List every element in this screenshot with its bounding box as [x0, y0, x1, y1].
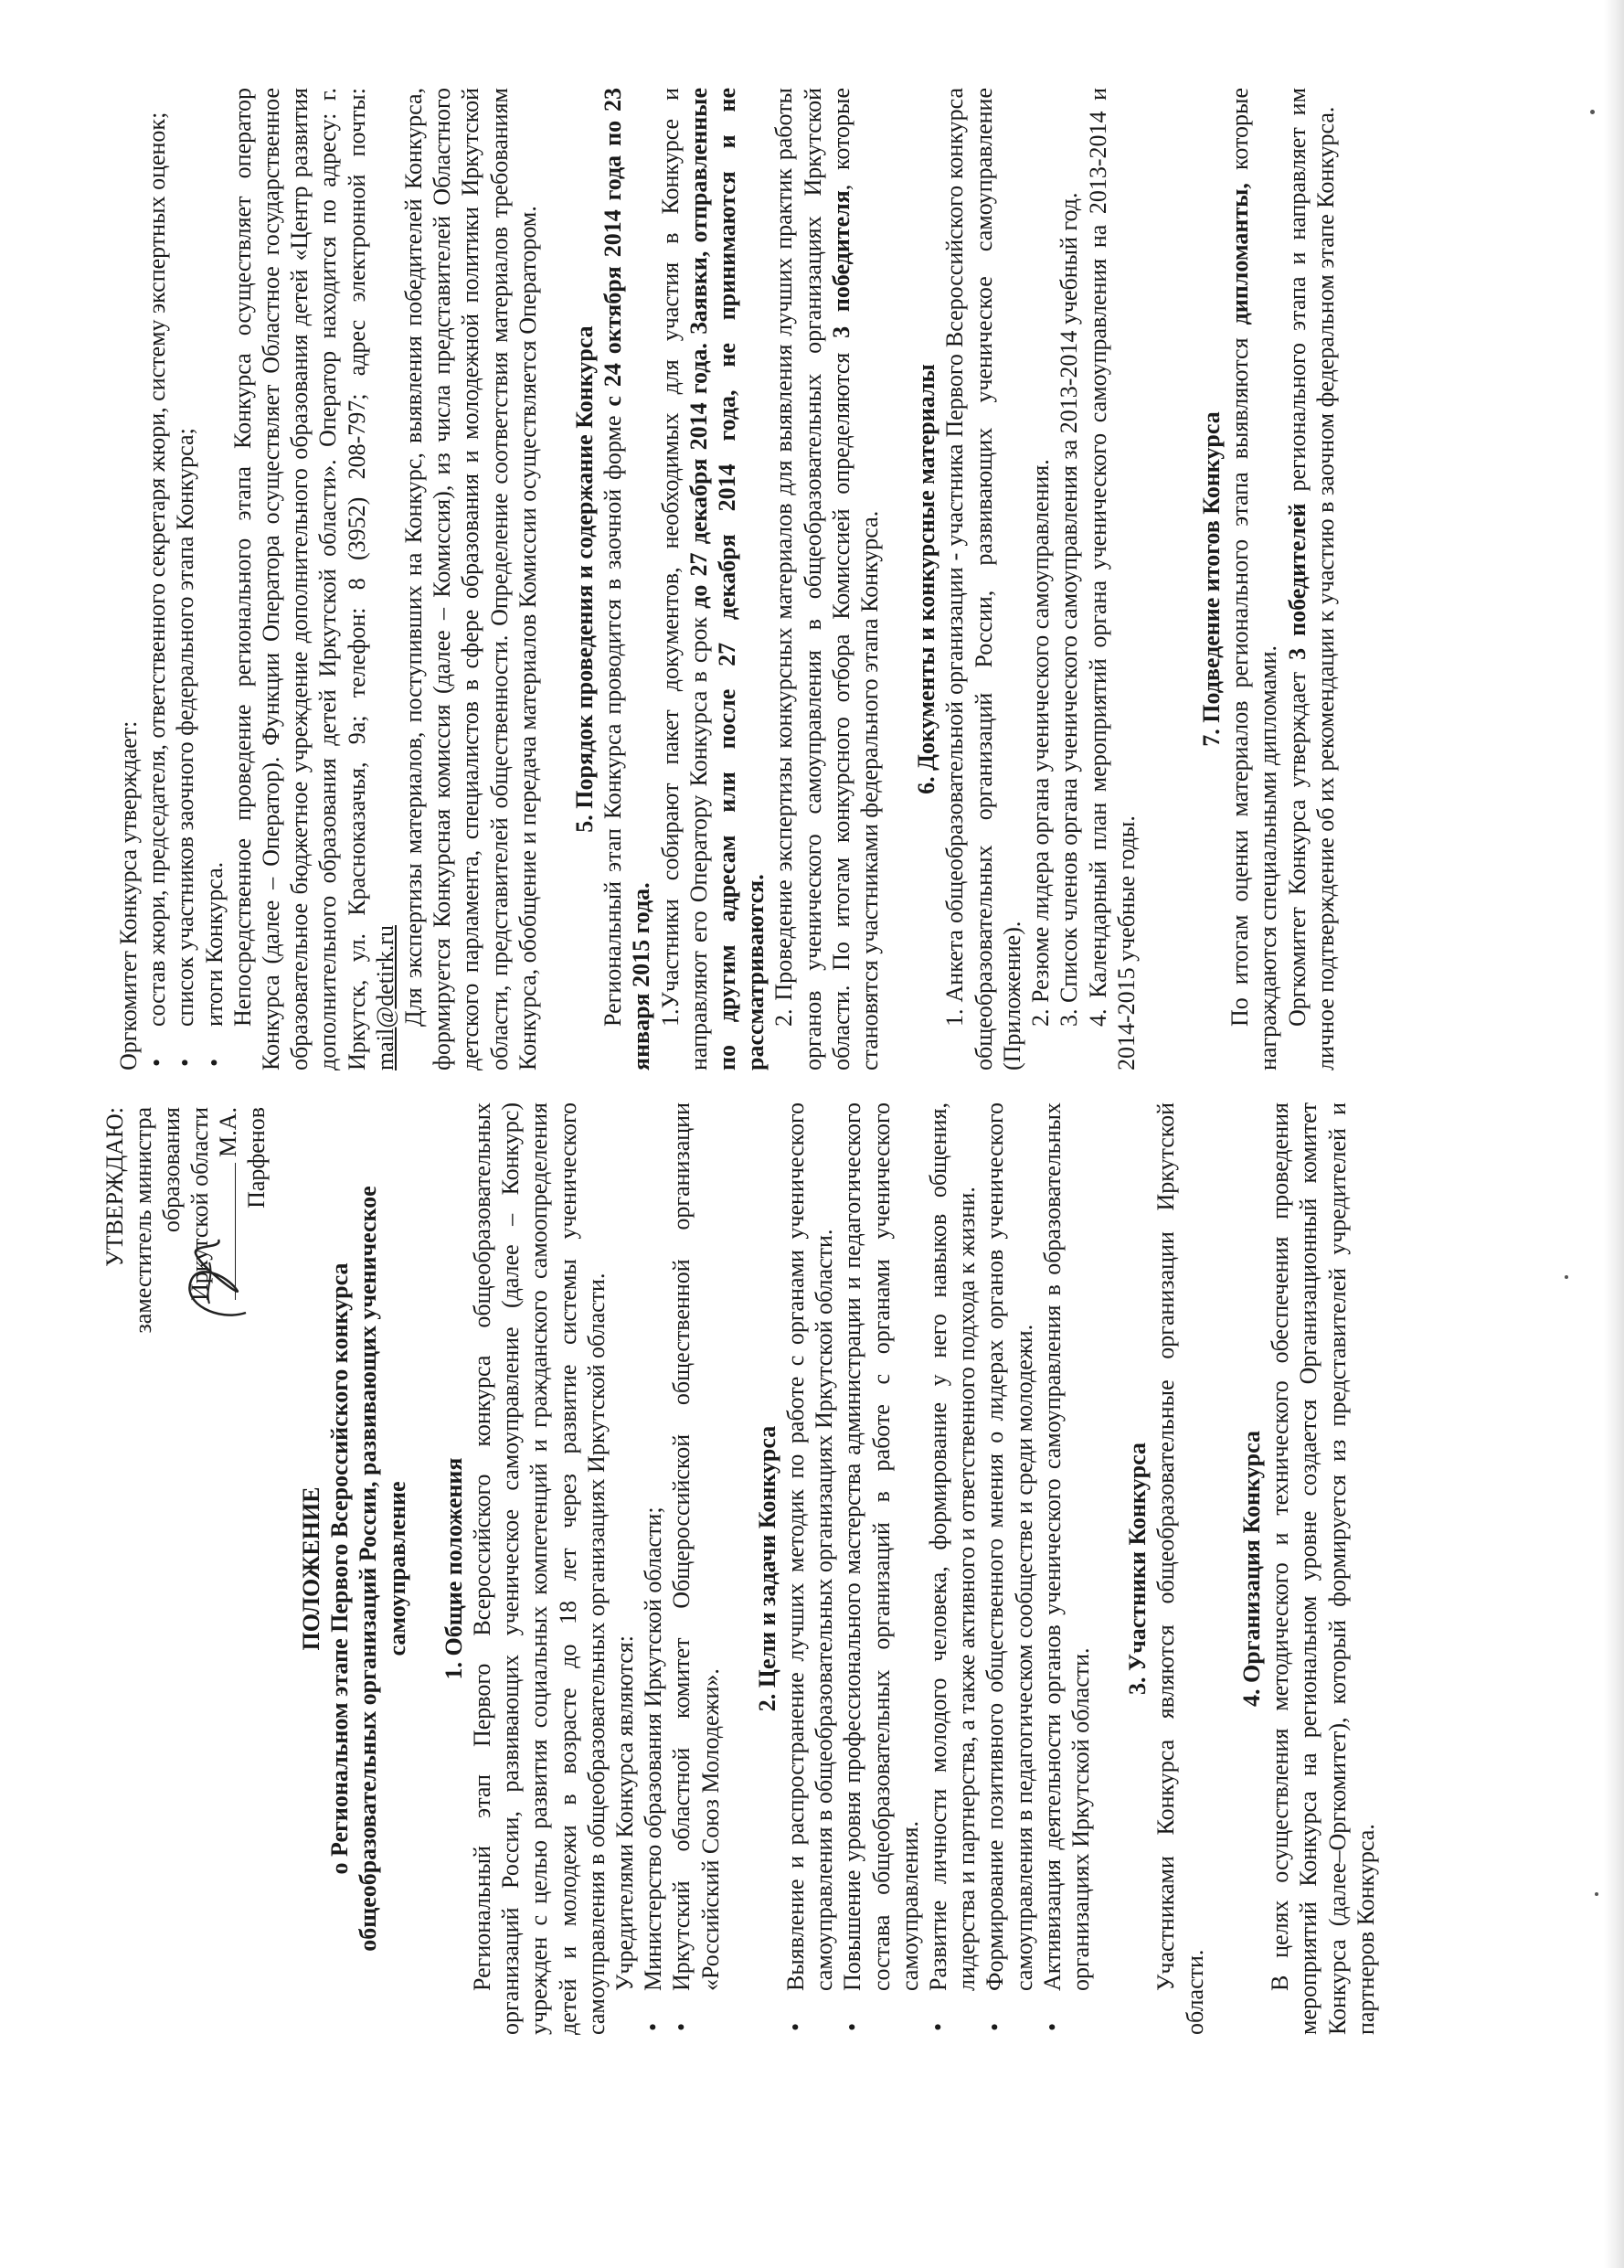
- section-2-heading: 2. Цели и задачи Конкурса: [753, 1425, 780, 1712]
- section-1-paragraph: Региональный этап Первого Всероссийского конкурса общеобразовательных организаций России, развивающих ученическое самоуправление (далее – Конкурс) учрежден с целью развития социальных компетенций и гражданского самоопределения детей и молодежи в возрасте до 18 лет через развитие системы ученического самоуправления в общеобразовательных организациях Иркутской области.: [469, 1102, 610, 2035]
- text: 2. Проведение экспертизы конкурсных материалов для выявления лучших практик работы органов ученического самоуправления в общеобразовательных организациях Иркутской области. По итогам конкурсного отбора Комиссией определяются: [770, 88, 854, 1070]
- document-item: 2. Резюме лидера органа ученического самоуправления.: [1027, 459, 1055, 1027]
- operator-email-link[interactable]: mail@detirk.ru: [371, 925, 398, 1070]
- section-5-paragraph-2: [656, 88, 770, 1070]
- orgcommittee-list: [143, 88, 228, 1070]
- founders-intro: Учредителями Конкурса являются:: [611, 1635, 639, 1991]
- document-subtitle: о Региональном этапе Первого Всероссийского конкурса общеобразовательных организаций России, развивающих ученическое самоуправление: [326, 1186, 410, 1952]
- section-6-heading: 6. Документы и конкурсные материалы: [913, 364, 940, 794]
- section-5-heading: 5. Порядок проведения и содержание Конкурса: [571, 325, 599, 833]
- section-3-paragraph: Участниками Конкурса являются общеобразовательные организации Иркутской области.: [1152, 1102, 1208, 2035]
- list-item: • Выявление и распространение лучших методик по работе с органами ученического самоуправления в общеобразовательных организациях Иркутской области.: [781, 1102, 838, 1991]
- goals-list: [781, 1102, 1095, 2035]
- section-7-paragraph-1: [1226, 88, 1282, 1070]
- section-3-heading: 3. Участники Конкурса: [1124, 1443, 1152, 1695]
- section-5-paragraph-1: [599, 88, 655, 1070]
- bold-text: дипломанты,: [1226, 183, 1254, 325]
- approval-organization: образования Иркутской области: [158, 1107, 213, 1301]
- text: , которые становятся участниками федерального этапа Конкурса.: [827, 87, 884, 1070]
- commission-paragraph: Для экспертизы материалов, поступивших на Конкурс, выявления победителей Конкурса, формируется Конкурсная комиссия (далее – Комиссия), из числа представителей Областного детского парламента, специалистов в сфере образования и молодежной политики Иркутской области, представителей общественности. Определение соответствия материалов требованиям Конкурса, обобщение и передача материалов Комиссии осуществляется Оператором.: [400, 88, 541, 1070]
- text: Региональный этап Конкурса проводится в заочной форме: [600, 415, 627, 1027]
- list-item: • Активизация деятельности органов ученического самоуправления в образовательных организациях Иркутской области.: [1038, 1102, 1095, 1991]
- text: Оргкомитет Конкурса утверждает: [1283, 671, 1311, 1027]
- document-title: ПОЛОЖЕНИЕ: [298, 1486, 324, 1651]
- text: которые награждаются специальными дипломами.: [1226, 87, 1282, 1070]
- bold-text: 3 победителей: [1283, 503, 1311, 660]
- document-item: 4. Календарный план мероприятий органа ученического самоуправления на 2013-2014 и 2014-2015 учебные годы.: [1084, 88, 1140, 1070]
- list-item: • итоги Конкурса.: [200, 88, 228, 1027]
- text: регионального этапа и направляет им личное подтверждение об их рекомендации к участию в заочном федеральном этапе Конкурса.: [1283, 87, 1339, 1070]
- section-5-paragraph-3: [770, 88, 884, 1070]
- approval-position: заместитель министра: [130, 1107, 156, 1334]
- list-item: • состав жюри, председателя, ответственного секретаря жюри, систему экспертных оценок;: [143, 88, 171, 1027]
- founders-list: [639, 1102, 725, 2035]
- text: 1.Участники собирают пакет документов, необходимых для участия в Конкурсе и направляют его Оператору Конкурса в срок: [656, 88, 712, 1070]
- approval-signer: М.А. Парфенов: [215, 1107, 270, 1209]
- document-item: 1. Анкета общеобразовательной организации - участника Первого Всероссийского конкурса общеобразовательных организаций России, развивающих ученическое самоуправление (Приложение).: [941, 88, 1025, 1070]
- list-item: • Формирование позитивного общественного мнения о лидерах органов ученического самоуправления в педагогическом сообществе и среди молодежи.: [981, 1102, 1037, 1991]
- list-item: • Министерство образования Иркутской области;: [639, 1102, 667, 1991]
- section-4-heading: 4. Организация Конкурса: [1237, 1431, 1265, 1707]
- list-item: • Повышение уровня профессионального мастерства администрации и педагогического состава общеобразовательных организаций в работе с органами ученического самоуправления.: [838, 1102, 924, 1991]
- list-item: • Развитие личности молодого человека, формирование у него навыков общения, лидерства и партнерства, а также активного и ответственного подхода к жизни.: [924, 1102, 981, 1991]
- list-item: • Иркутский областной комитет Общероссийской общественной организации «Российский Союз Молодежи».: [667, 1102, 724, 1991]
- section-1-heading: 1. Общие положения: [440, 1457, 467, 1680]
- approval-title: УТВЕРЖДАЮ:: [101, 1107, 128, 1267]
- section-4-paragraph: В целях осуществления методического и технического обеспечения проведения мероприятий Конкурса на региональном уровне создается Организационный комитет Конкурса (далее–Оргкомитет), который формируется из представителей учредителей и партнеров Конкурса.: [1267, 1102, 1379, 2035]
- right-column: [114, 88, 1340, 1070]
- bold-text: с 24 октября 2014 года по 23 января 2015 года.: [600, 87, 655, 1070]
- document-item: 3. Список членов органа ученического самоуправления за 2013-2014 учебный год.: [1056, 192, 1083, 1027]
- list-item: • список участников заочного федерального этапа Конкурса;: [171, 88, 199, 1027]
- operator-paragraph: [228, 88, 399, 1070]
- section-7-heading: 7. Подведение итогов Конкурса: [1197, 411, 1225, 747]
- left-column: [160, 1102, 1380, 2035]
- bold-text: 3 победителя: [827, 190, 854, 338]
- bold-text: до 27 декабря 2014 года. Заявки, отправленные по другим адресам или после 27 декабря 2014 года, не принимаются и не рассматриваются.: [685, 87, 770, 1070]
- orgcommittee-intro: Оргкомитет Конкурса утверждает:: [115, 720, 142, 1070]
- operator-text: Непосредственное проведение регионального этапа Конкурса осуществляет оператор Конкурса (далее – Оператор). Функции Оператора осуществляет Областное государственное образовательное бюджетное учреждение дополнительного образования детей «Центр развития дополнительного образования детей Иркутской области». Оператор находится по адресу: г. Иркутск, ул. Красноказачья, 9а; телефон: 8 (3952) 208-797; адрес электронной почты:: [228, 88, 370, 1070]
- section-7-paragraph-2: [1283, 88, 1340, 1070]
- text: По итогам оценки материалов регионального этапа выявляются: [1226, 337, 1254, 1027]
